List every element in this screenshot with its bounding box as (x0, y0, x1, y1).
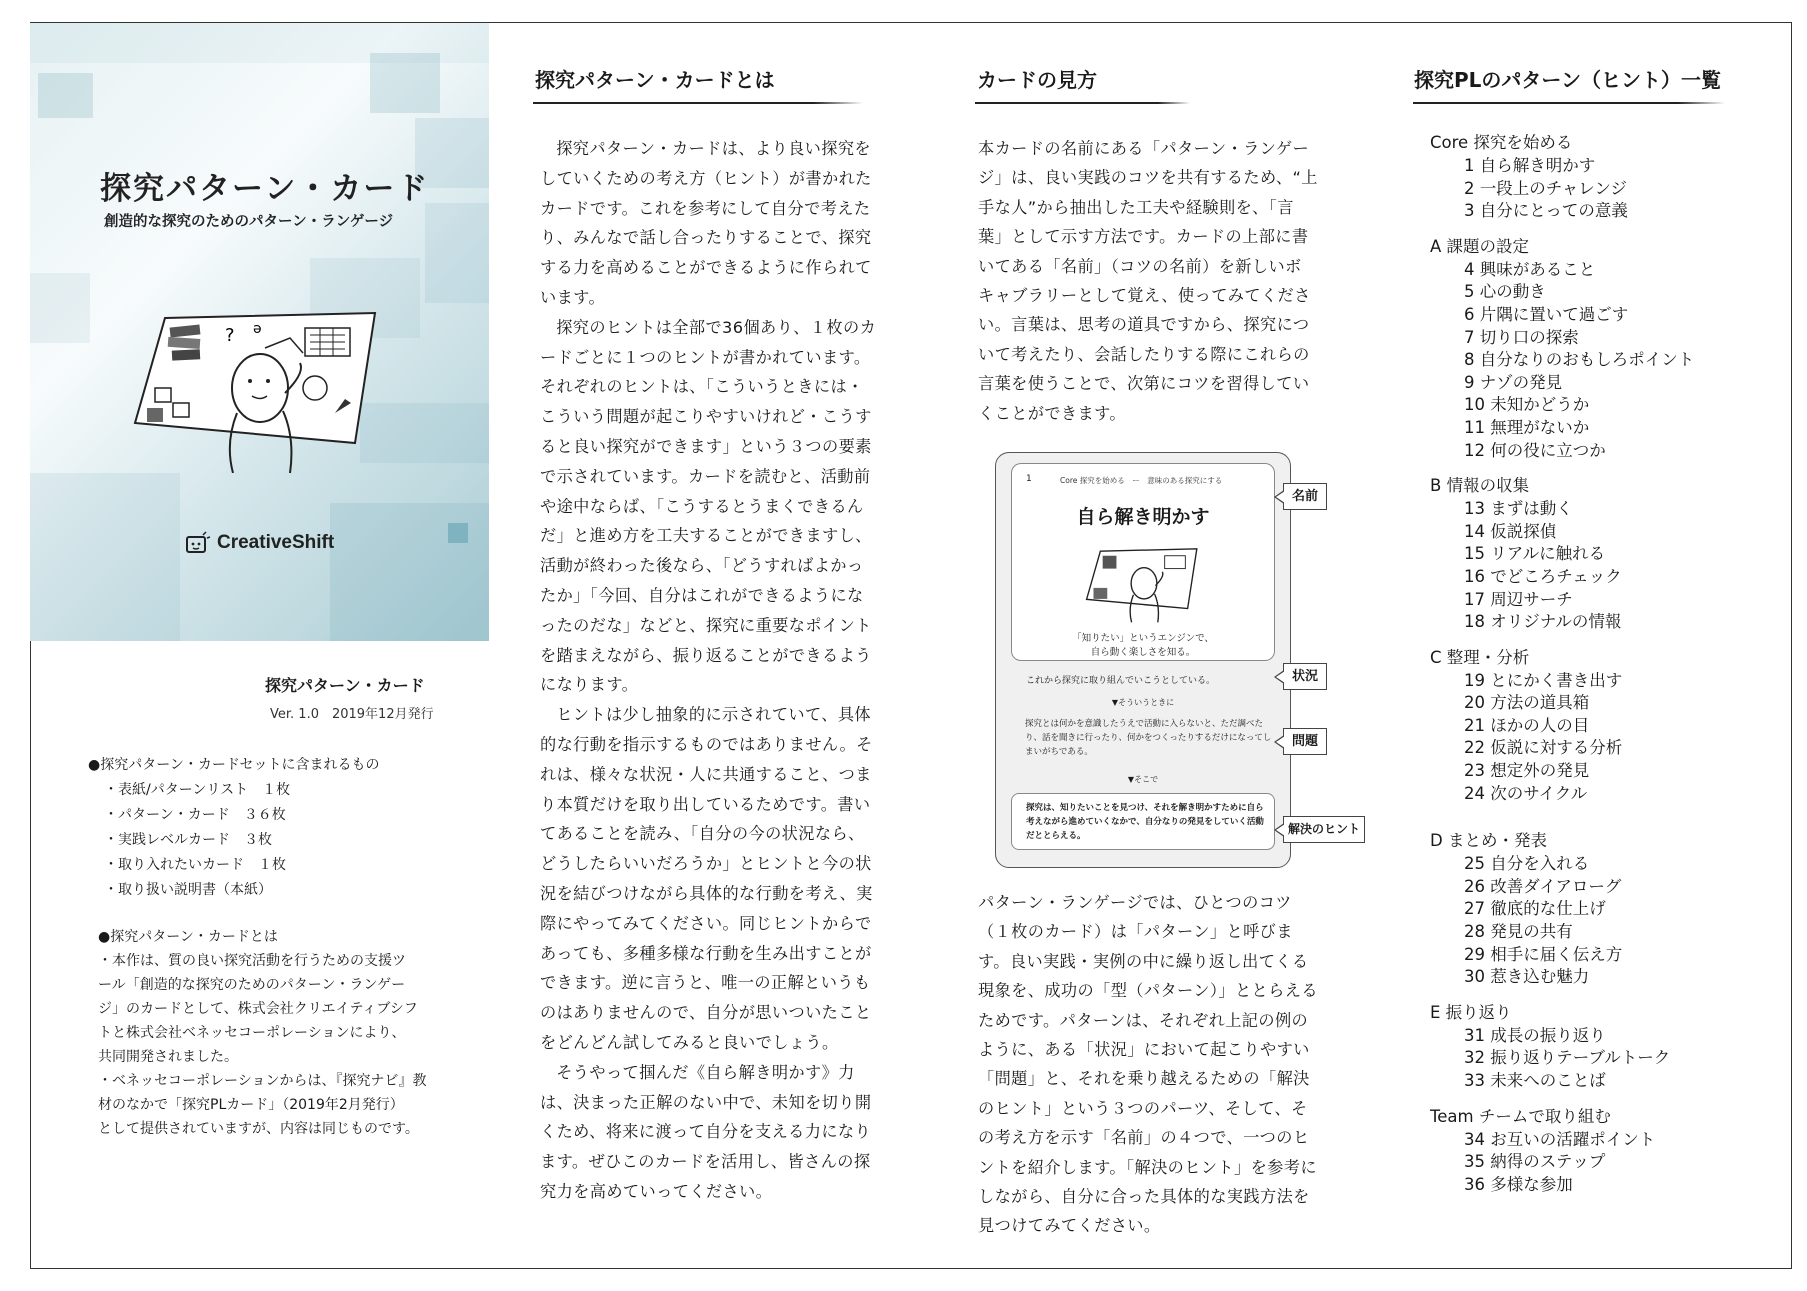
cover-tile (425, 203, 489, 303)
set-contents-heading: ●探究パターン・カードセットに含まれるもの (88, 757, 380, 773)
list-item: ・実践レベルカード ３枚 (104, 832, 272, 848)
pattern-item: 18 オリジナルの情報 (1464, 612, 1622, 632)
pattern-item: 29 相手に届く伝え方 (1464, 944, 1623, 964)
pattern-item: 19 とにかく書き出す (1464, 670, 1623, 690)
cover-subtitle: 創造的な探究のためのパターン・ランゲージ (104, 214, 394, 230)
card-connector: ▼そういうときに (1111, 698, 1175, 707)
card-header-panel (1011, 463, 1275, 661)
pattern-group-title: A 課題の設定 (1430, 236, 1530, 256)
pattern-group-title: D まとめ・発表 (1430, 831, 1547, 851)
pattern-item: 22 仮説に対する分析 (1464, 738, 1623, 758)
pattern-group-title: E 振り返り (1430, 1002, 1512, 1022)
callout-context: 状況 (1283, 663, 1327, 690)
pattern-item: 14 仮説探偵 (1464, 521, 1557, 541)
about-line: ール「創造的な探究のためのパターン・ランゲー (98, 977, 406, 993)
svg-text:?: ? (225, 325, 235, 346)
colophon-title: 探究パターン・カード (265, 676, 425, 695)
pattern-item: 15 リアルに触れる (1464, 544, 1606, 564)
card-problem: 探究とは何かを意識したうえで活動に入らないと、ただ調べたり、話を聞きに行ったり、何かをつくったりするだけになってしまいがちである。 (1025, 719, 1272, 757)
heading-underline (1413, 102, 1725, 104)
pattern-item: 32 振り返りテーブルトーク (1464, 1048, 1671, 1068)
card-context: これから探究に取り組んでいこうとしている。 (1026, 676, 1216, 686)
about-line: トと株式会社ベネッセコーポレーションにより、 (98, 1025, 406, 1041)
set-contents (88, 753, 468, 903)
heading-underline (975, 102, 1190, 104)
pattern-item: 31 成長の振り返り (1464, 1025, 1606, 1045)
card-category: Core 探究を始める ー 意味のある探究にする (1060, 476, 1223, 485)
card-solution: 探究は、知りたいことを見つけ、それを解き明かすために自ら考えながら進めていくなかで、自分なりの発見をしていく活動だととらえる。 (1011, 793, 1275, 850)
card-lead-line: 「知りたい」というエンジンで、 (1072, 633, 1214, 644)
pattern-item: 21 ほかの人の目 (1464, 715, 1590, 735)
pattern-item: 28 発見の共有 (1464, 922, 1573, 942)
pattern-item: 24 次のサイクル (1464, 783, 1588, 803)
about-line: 共同開発されました。 (98, 1049, 238, 1065)
cover-tile (30, 273, 90, 343)
pattern-item: 1 自ら解き明かす (1464, 156, 1596, 175)
pattern-item: 11 無理がないか (1464, 417, 1590, 437)
creativeshift-logo-text: CreativeShift (217, 532, 335, 553)
pattern-item: 6 片隅に置いて過ごす (1464, 304, 1629, 324)
about-cards-text (540, 134, 880, 1207)
creativeshift-logo-icon (185, 531, 211, 555)
about-line: ・本作は、質の良い探究活動を行うための支援ツ (98, 953, 406, 969)
cover-title: 探究パターン・カード (100, 171, 430, 207)
callout-name: 名前 (1283, 483, 1327, 510)
svg-text:ǝ: ǝ (253, 321, 262, 337)
cover-tile (30, 473, 180, 641)
paragraph: 探究のヒントは全部で36個あり、１枚のカードごとに１つのヒントが書かれています。それぞれのヒントは、「こういうときには・こういう問題が起こりやすいけれど・こうすると良い探究ができます」という３つの要素で示されています。カードを読むと、活動前や途中ならば、「こうするとうまくできるんだ」と進め方を工夫することができますし、活動が終わった後なら、「どうすればよかったか」「今回、自分はこれができるようになったのだな」などと、探究に重要なポイントを踏まえながら、振り返ることができるようになります。 (540, 317, 877, 695)
pattern-list (1430, 131, 1750, 1208)
paragraph: ヒントは少し抽象的に示されていて、具体的な行動を指示するものではありません。それは、様々な状況・人に共通すること、つまり本質だけを取り出しているためです。書いてあることを読み、「自分の今の状況なら、どうしたらいいだろうか」とヒントと今の状況を結びつけながら具体的な行動を考え、実際にやってみてください。同じヒントからであっても、多種多様な行動を生み出すことができます。逆に言うと、唯一の正解というものはありませんので、自分が思いついたことをどんどん試してみると良いでしょう。 (540, 705, 873, 1052)
pattern-group-title: C 整理・分析 (1430, 647, 1530, 667)
cover-panel (30, 23, 489, 641)
pattern-item: 8 自分なりのおもしろポイント (1464, 350, 1695, 370)
card-name: 自ら解き明かす (1076, 506, 1210, 528)
pattern-group (1430, 1105, 1750, 1197)
pattern-item: 2 一段上のチャレンジ (1464, 178, 1627, 198)
pattern-item: 34 お互いの活躍ポイント (1464, 1129, 1656, 1149)
pattern-item: 30 惹き込む魅力 (1464, 967, 1590, 987)
card-lead (1012, 632, 1274, 660)
list-item: ・取り入れたいカード １枚 (104, 857, 286, 873)
pattern-item: 16 でどころチェック (1464, 566, 1622, 586)
sample-pattern-card (995, 452, 1291, 868)
pattern-item: 20 方法の道具箱 (1464, 693, 1590, 713)
pattern-group (1430, 646, 1750, 806)
pattern-item: 17 周辺サーチ (1464, 589, 1573, 609)
pattern-item: 13 まずは動く (1464, 499, 1573, 519)
pattern-group-title: B 情報の収集 (1430, 476, 1530, 496)
pattern-group (1430, 131, 1750, 223)
section-heading-pattern-list: 探究PLのパターン（ヒント）一覧 (1414, 68, 1722, 92)
section-heading-how-to-read: カードの見方 (977, 68, 1097, 92)
pattern-item: 9 ナゾの発見 (1464, 372, 1563, 392)
card-connector: ▼そこで (1127, 775, 1159, 784)
heading-underline (533, 102, 863, 104)
how-to-read-outro: パターン・ランゲージでは、ひとつのコツ（１枚のカード）は「パターン」と呼びます。良い実践・実例の中に繰り返し出てくる現象を、成功の「型（パターン）」ととらえるためです。パターンは、それぞれ上記の例のように、ある「状況」において起こりやすい「問題」と、それを乗り越えるための「解決のヒント」という３つのパーツ、そして、その考え方を示す「名前」の４つで、一つのヒントを紹介します。「解決のヒント」を参考にしながら、自分に合った具体的な実践方法を見つけてみてください。 (978, 893, 1318, 1236)
section-heading-about-cards: 探究パターン・カードとは (535, 68, 775, 92)
list-item: ・パターン・カード ３６枚 (104, 807, 286, 823)
paragraph: そうやって掴んだ《自ら解き明かす》力は、決まった正解のない中で、未知を切り開くため、将来に渡って自分を支える力になります。ぜひこのカードを活用し、皆さんの探究力を高めていってください。 (540, 1062, 872, 1201)
pattern-group-title: Team チームで取り組む (1430, 1106, 1611, 1126)
pattern-item: 5 心の動き (1464, 282, 1546, 302)
about-line: ・ベネッセコーポレーションからは、『探究ナビ』教 (98, 1073, 427, 1089)
pattern-item: 35 納得のステップ (1464, 1152, 1606, 1172)
cover-tile (38, 73, 93, 118)
pattern-item: 27 徹底的な仕上げ (1464, 899, 1606, 919)
pattern-item: 25 自分を入れる (1464, 854, 1590, 874)
colophon-version: Ver. 1.0 2019年12月発行 (270, 707, 434, 722)
pattern-item: 4 興味があること (1464, 259, 1596, 279)
about-block (98, 925, 473, 1141)
about-line: 材のなかで「探究PLカード」（2019年2月発行） (98, 1097, 404, 1113)
pattern-item: 26 改善ダイアローグ (1464, 876, 1622, 896)
about-line: として提供されていますが、内容は同じものです。 (98, 1121, 419, 1137)
pattern-group (1430, 474, 1750, 634)
card-illustration (1082, 536, 1206, 626)
list-item: ・表紙/パターンリスト １枚 (104, 782, 291, 798)
pattern-item: 7 切り口の探索 (1464, 327, 1579, 347)
creativeshift-logo (185, 531, 334, 555)
cover-tile (370, 53, 440, 113)
callout-problem: 問題 (1283, 728, 1327, 755)
pattern-item: 10 未知かどうか (1464, 395, 1590, 415)
about-heading: ●探究パターン・カードとは (98, 929, 278, 945)
card-number: 1 (1026, 474, 1032, 484)
card-lead-line: 自ら動く楽しさを知る。 (1090, 647, 1196, 658)
list-item: ・取り扱い説明書（本紙） (104, 882, 272, 898)
cover-tile (448, 523, 468, 543)
pattern-item: 23 想定外の発見 (1464, 761, 1590, 781)
thinking-person-illustration (125, 293, 395, 473)
how-to-read-intro: 本カードの名前にある「パターン・ランゲージ」は、良い実践のコツを共有するため、“上手な人”から抽出した工夫や経験則を、「言葉」として示す方法です。カードの上部に書いてある「名前」（コツの名前）を新しいボキャブラリーとして覚え、使ってみてください。言葉は、思考の道具ですから、探究について考えたり、会話したりする際にこれらの言葉を使うことで、次第にコツを習得していくことができます。 (978, 139, 1318, 423)
paragraph: 探究パターン・カードは、より良い探究をしていくための考え方（ヒント）が書かれたカードです。これを参考にして自分で考えたり、みんなで話し合ったりすることで、探究する力を高めることができるように作られています。 (540, 139, 872, 307)
pattern-item: 33 未来へのことば (1464, 1071, 1606, 1090)
pattern-group (1430, 1001, 1750, 1093)
pattern-group-title: Core 探究を始める (1430, 133, 1573, 152)
callout-solution: 解決のヒント (1283, 816, 1365, 843)
pattern-item: 12 何の役に立つか (1464, 440, 1606, 460)
pattern-group (1430, 829, 1750, 989)
pattern-item: 36 多様な参加 (1464, 1174, 1573, 1194)
pattern-group (1430, 235, 1750, 462)
about-line: ジ」のカードとして、株式会社クリエイティブシフ (98, 1001, 418, 1017)
pattern-item: 3 自分にとっての意義 (1464, 201, 1628, 221)
